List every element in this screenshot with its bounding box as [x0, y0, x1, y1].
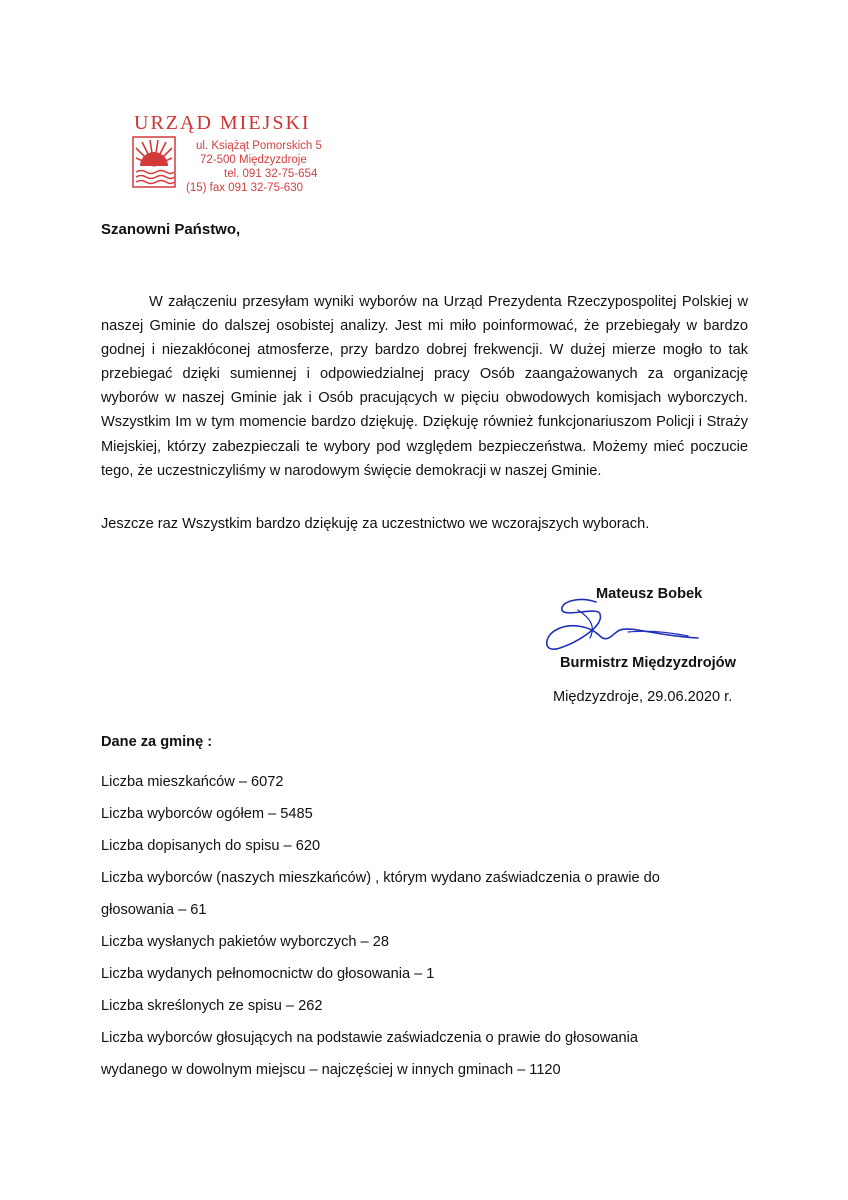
stat-line: Liczba wyborców ogółem – 5485 [101, 806, 313, 822]
office-stamp [128, 112, 358, 198]
stat-line: Liczba mieszkańców – 6072 [101, 774, 284, 790]
stat-line: Liczba wysłanych pakietów wyborczych – 28 [101, 934, 389, 950]
stat-line: wydanego w dowolnym miejscu – najczęściej w innych gminach – 1120 [101, 1062, 561, 1078]
stamp-postal: 72-500 Międzyzdroje [200, 154, 307, 166]
body-paragraph: W załączeniu przesyłam wyniki wyborów na Urząd Prezydenta Rzeczypospolitej Polskiej w naszej Gminie do dalszej osobistej analizy. Jest mi miło poinformować, że przebiegały w bardzo godnej i niezakłóconej atmosferze, przy bardzo dobrej frekwencji. W dużej mierze mogło to tak przebiegać dzięki sumiennej i odpowiedzialnej pracy Osób zaangażowanych za organizację wyborów w naszej Gminie jak i Osób pracujących w pięciu obwodowych komisjach wyborczych. Wszystkim Im w tym momencie bardzo dziękuję. Dziękuję również funkcjonariuszom Policji i Straży Miejskiej, którzy zabezpieczali te wybory pod względem bezpieczeństwa. Możemy mieć poczucie tego, że uczestniczyliśmy w narodowym święcie demokracji w naszej Gminie. [101, 294, 748, 479]
signer-name: Mateusz Bobek [596, 586, 703, 602]
stat-line: głosowania – 61 [101, 902, 207, 918]
stats-heading: Dane za gminę : [101, 734, 213, 750]
stat-line: Liczba wydanych pełnomocnictw do głosowania – 1 [101, 966, 435, 982]
stamp-phone: tel. 091 32-75-654 [224, 168, 318, 180]
stat-line: Liczba skreślonych ze spisu – 262 [101, 998, 323, 1014]
sunrise-emblem-icon [132, 136, 176, 188]
thanks-line: Jeszcze raz Wszystkim bardzo dziękuję za uczestnictwo we wczorajszych wyborach. [101, 516, 650, 532]
stat-line: Liczba wyborców głosujących na podstawie zaświadczenia o prawie do głosowania [101, 1030, 639, 1046]
greeting: Szanowni Państwo, [101, 221, 241, 238]
place-date: Międzyzdroje, 29.06.2020 r. [553, 689, 733, 705]
stat-line: Liczba dopisanych do spisu – 620 [101, 838, 321, 854]
handwritten-signature-icon [538, 592, 702, 658]
stamp-fax: (15) fax 091 32-75-630 [186, 182, 303, 194]
stamp-title: URZĄD MIEJSKI [134, 112, 311, 134]
signer-title: Burmistrz Międzyzdrojów [560, 655, 736, 671]
stat-line: Liczba wyborców (naszych mieszkańców) , którym wydano zaświadczenia o prawie do [101, 870, 660, 886]
stamp-street: ul. Książąt Pomorskich 5 [196, 140, 322, 152]
